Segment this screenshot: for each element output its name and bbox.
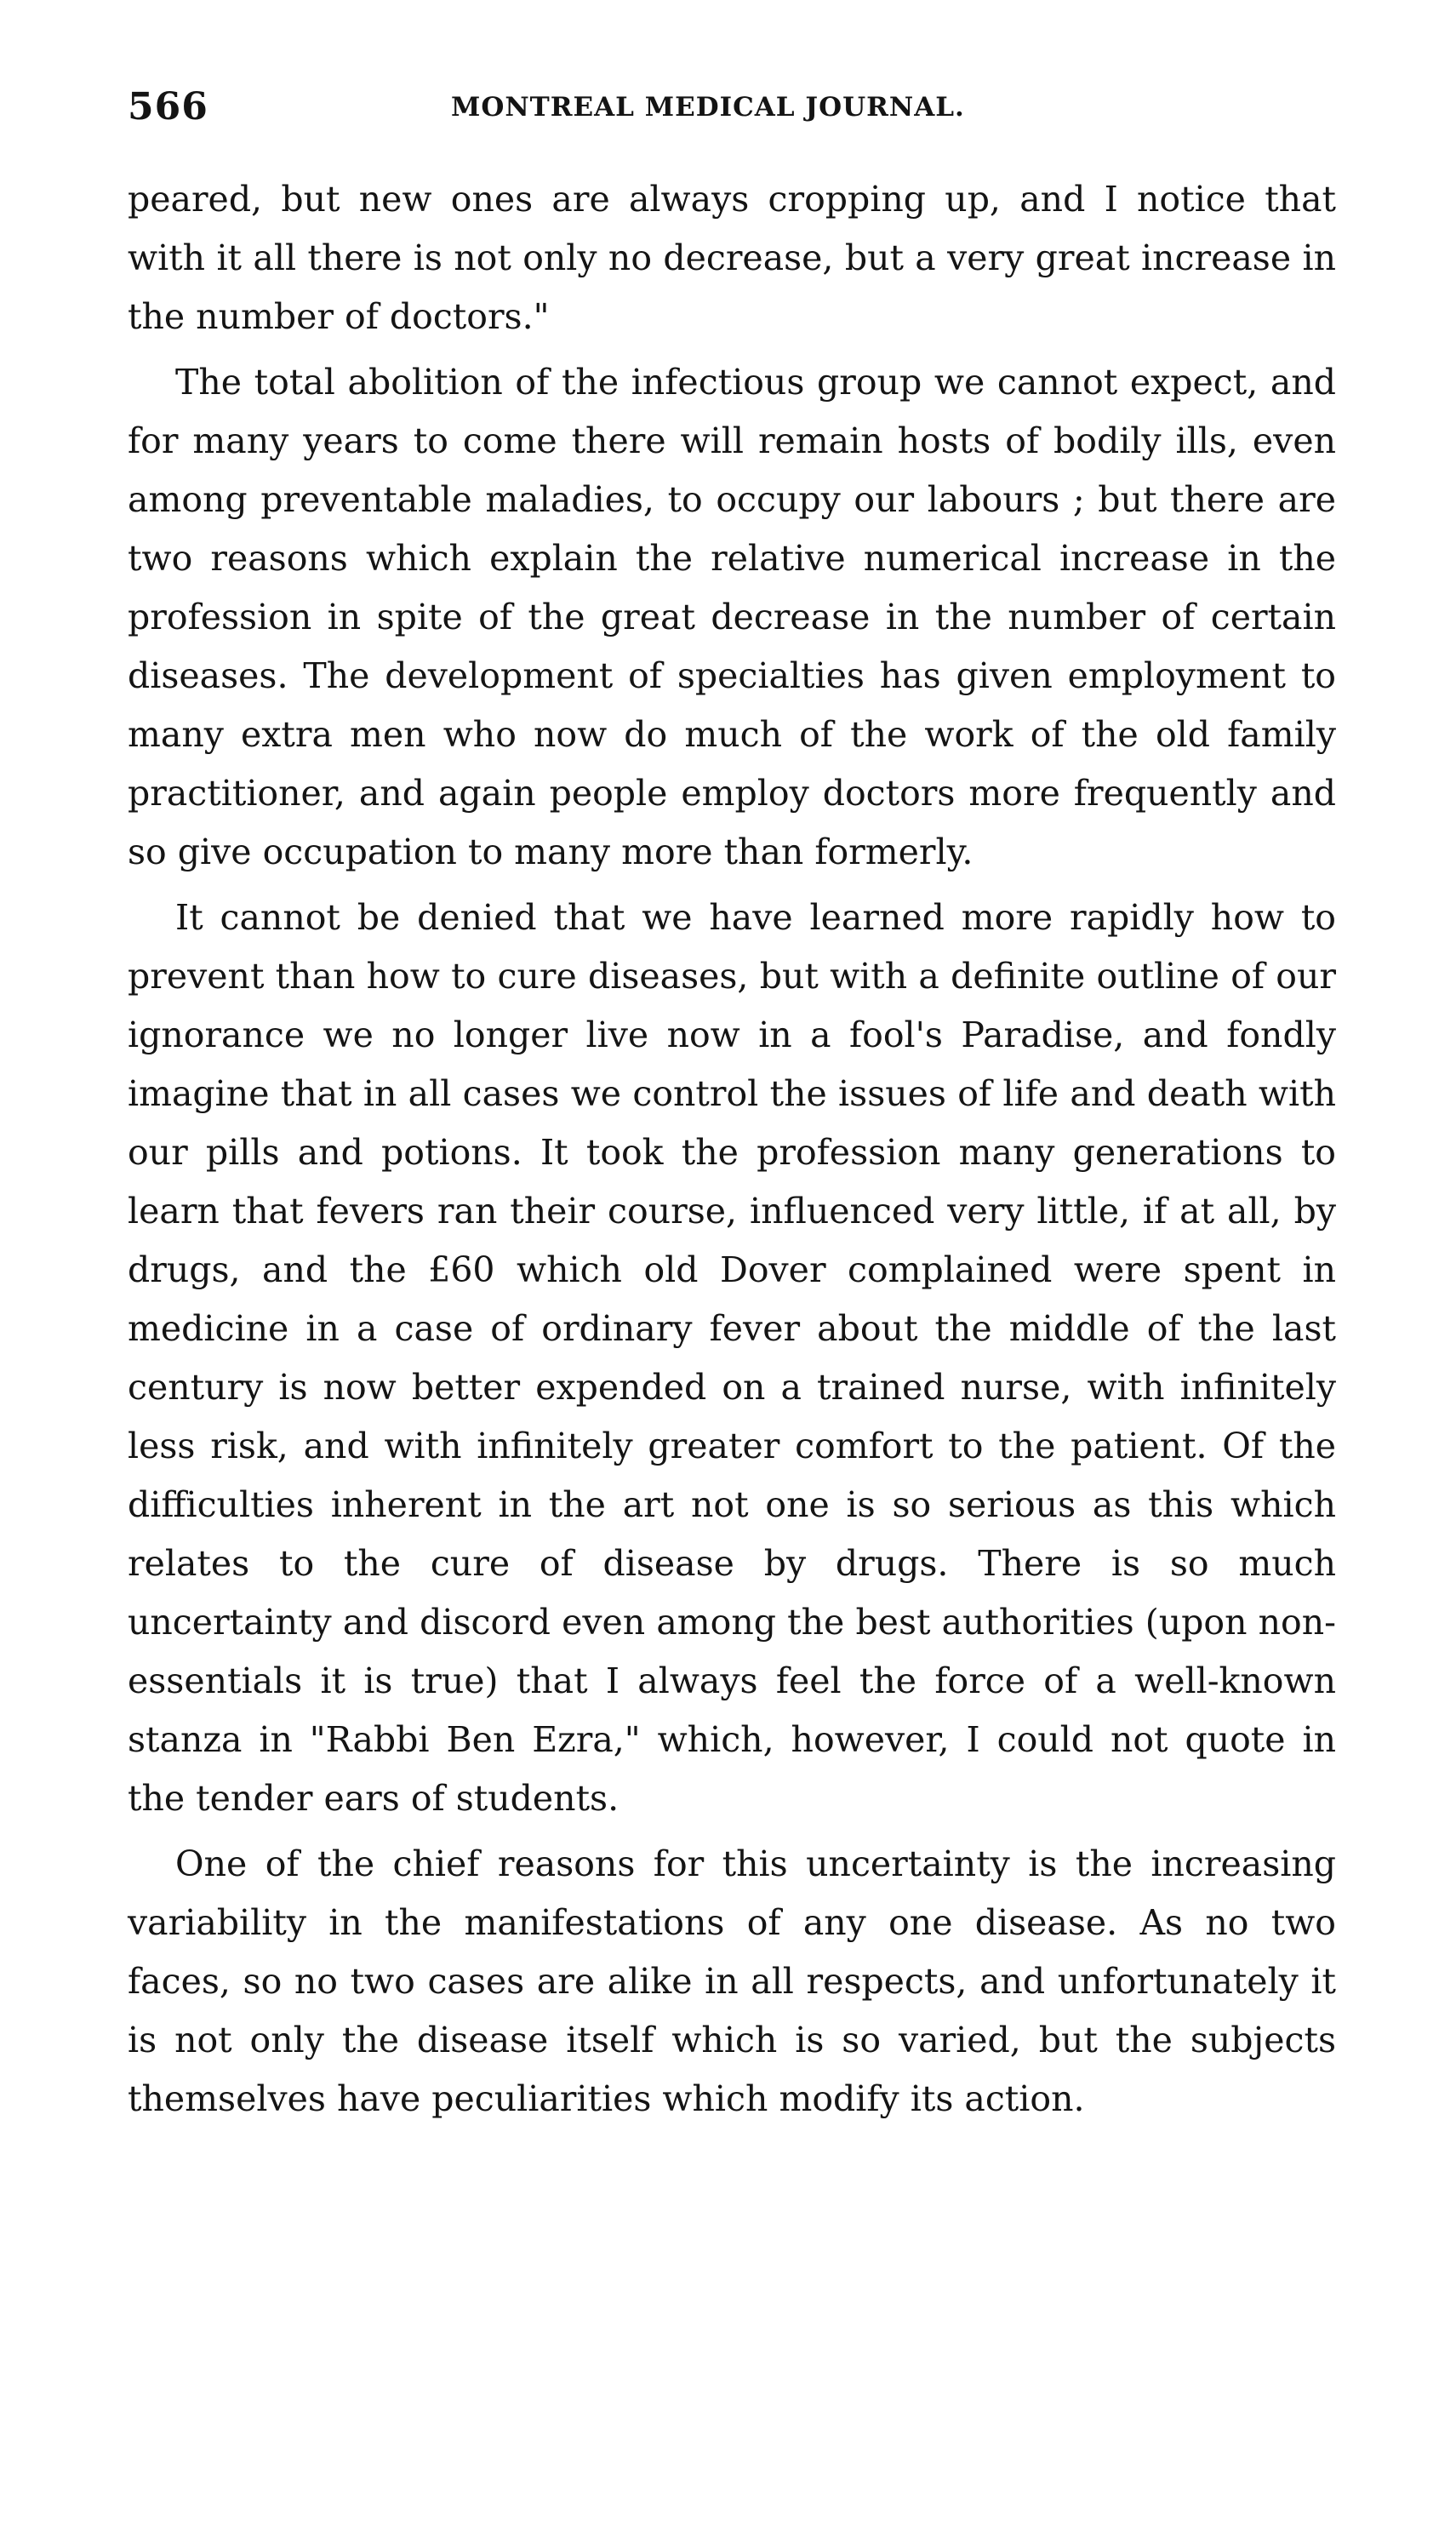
article-body	[128, 170, 1336, 2129]
paragraph-continued: peared, but new ones are always cropping up, and I notice that with it all there is not only no decrease, but a very great increase in the number of doctors."	[128, 179, 1336, 337]
paragraph-infectious-group: The total abolition of the infectious group we cannot expect, and for many years to come there will remain hosts of bodily ills, even among preventable maladies, to occupy our labours ; but there are two reasons which explain the relative numerical increase in the profession in spite of the great decrease in the number of certain diseases. The development of specialties has given employment to many extra men who now do much of the work of the old family practitioner, and again people employ doctors more frequently and so give occupation to many more than formerly.	[128, 362, 1336, 872]
journal-page	[128, 85, 1336, 2135]
paragraph-prevent-vs-cure: It cannot be denied that we have learned more rapidly how to prevent than how to cure diseases, but with a definite outline of our ignorance we no longer live now in a fool's Paradise, and fondly imagine that in all cases we control the issues of life and death with our pills and potions. It took the profession many generations to learn that fevers ran their course, influenced very little, if at all, by drugs, and the £60 which old Dover complained were spent in medicine in a case of ordinary fever about the middle of the last century is now better expended on a trained nurse, with infinitely less risk, and with infinitely greater comfort to the patient. Of the difficulties inherent in the art not one is so serious as this which relates to the cure of disease by drugs. There is so much uncertainty and discord even among the best authorities (upon non-essentials it is true) that I always feel the force of a well-known stanza in "Rabbi Ben Ezra," which, however, I could not quote in the tender ears of students.	[128, 897, 1336, 1819]
journal-title: MONTREAL MEDICAL JOURNAL.	[451, 92, 965, 123]
page-number: 566	[128, 85, 208, 129]
running-head	[128, 85, 1336, 136]
paragraph-variability: One of the chief reasons for this uncertainty is the increasing variability in the manifestations of any one disease. As no two faces, so no two cases are alike in all respects, and unfortunately it is not only the disease itself which is so varied, but the subjects themselves have peculiarities which modify its action.	[128, 1843, 1336, 2119]
